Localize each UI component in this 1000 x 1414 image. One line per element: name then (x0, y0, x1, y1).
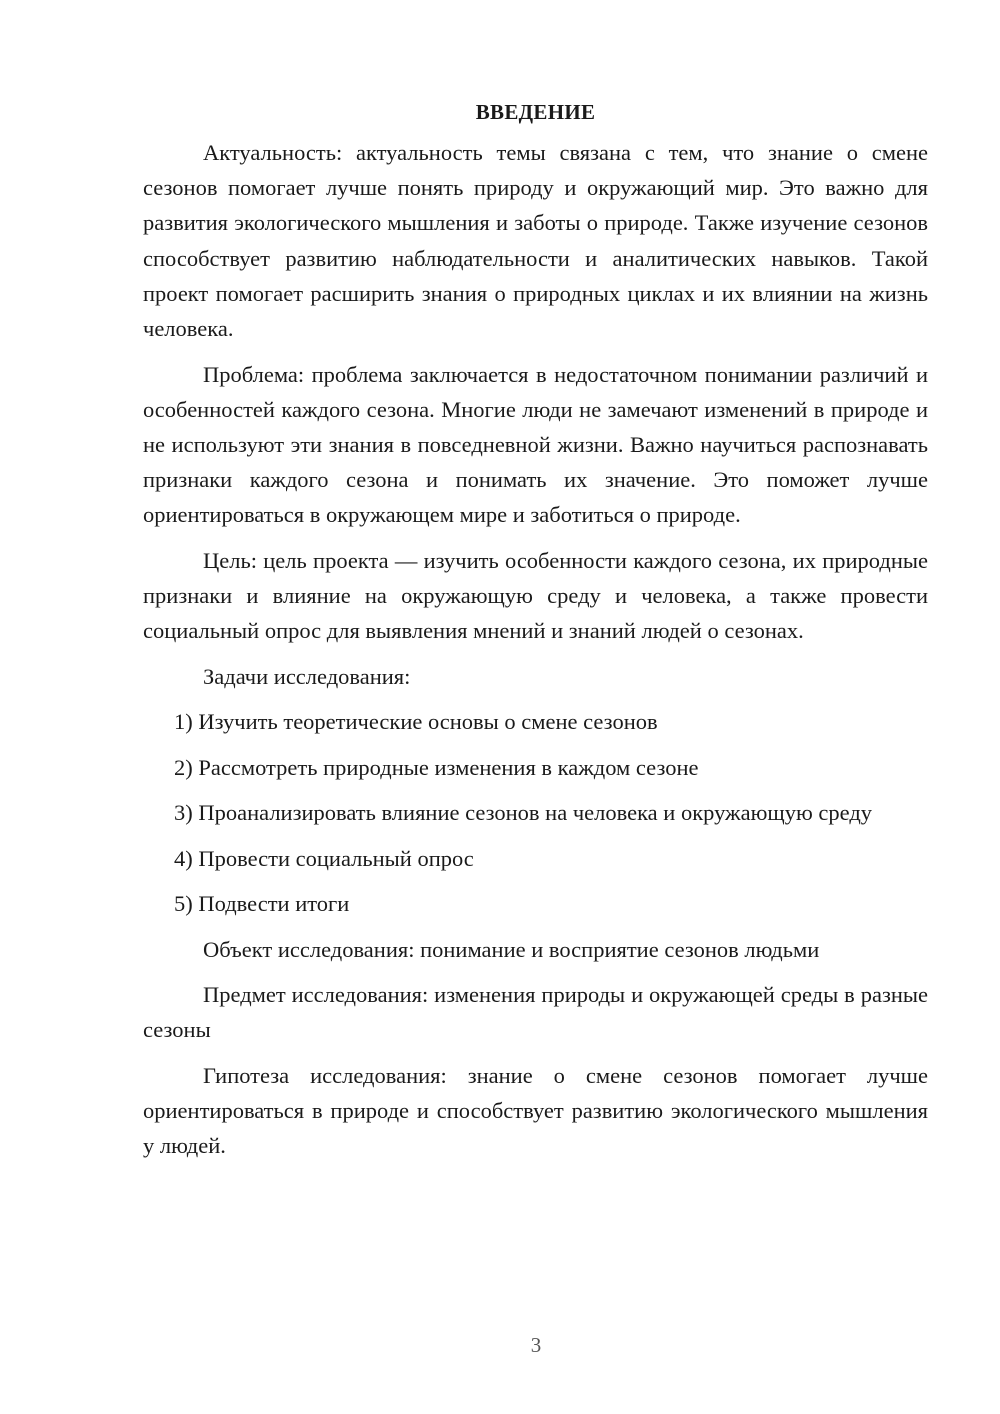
tasks-title: Задачи исследования: (203, 663, 411, 689)
hypothesis-paragraph: Гипотеза исследования: знание о смене сезонов помогает лучше ориентироваться в природе и способствует развитию экологического мышления у людей. (143, 1062, 928, 1159)
task-item: 4) Провести социальный опрос (174, 845, 474, 871)
research-subject-paragraph: Предмет исследования: изменения природы и окружающей среды в разные сезоны (143, 982, 928, 1043)
relevance-paragraph: Актуальность: актуальность темы связана с тем, что знание о смене сезонов помогает лучше понять природу и окружающий мир. Это важно для развития экологического мышления и заботы о природе. Также изучение сезонов способствует развитию наблюдательности и аналитических навыков. Такой проект помогает расширить знания о природных циклах и их влиянии на жизнь человека. (143, 140, 928, 342)
section-heading: ВВЕДЕНИЕ (475, 100, 596, 124)
page-number: 3 (530, 1333, 542, 1357)
task-item: 3) Проанализировать влияние сезонов на человека и окружающую среду (174, 800, 873, 826)
task-item: 5) Подвести итоги (174, 891, 350, 917)
problem-paragraph: Проблема: проблема заключается в недостаточном понимании различий и особенностей каждого сезона. Многие люди не замечают изменений в природе и не используют эти знания в повседневной жизни. Важно научиться распознавать признаки каждого сезона и понимать их значение. Это поможет лучше ориентироваться в окружающем мире и заботиться о природе. (143, 361, 928, 528)
research-object-paragraph: Объект исследования: понимание и восприятие сезонов людьми (203, 936, 820, 962)
task-item: 2) Рассмотреть природные изменения в каждом сезоне (174, 754, 699, 780)
goal-paragraph: Цель: цель проекта — изучить особенности каждого сезона, их природные признаки и влияние на окружающую среду и человека, а также провести социальный опрос для выявления мнений и знаний людей о сезонах. (143, 547, 928, 644)
document-body (143, 93, 928, 1174)
task-item: 1) Изучить теоретические основы о смене сезонов (174, 709, 658, 735)
